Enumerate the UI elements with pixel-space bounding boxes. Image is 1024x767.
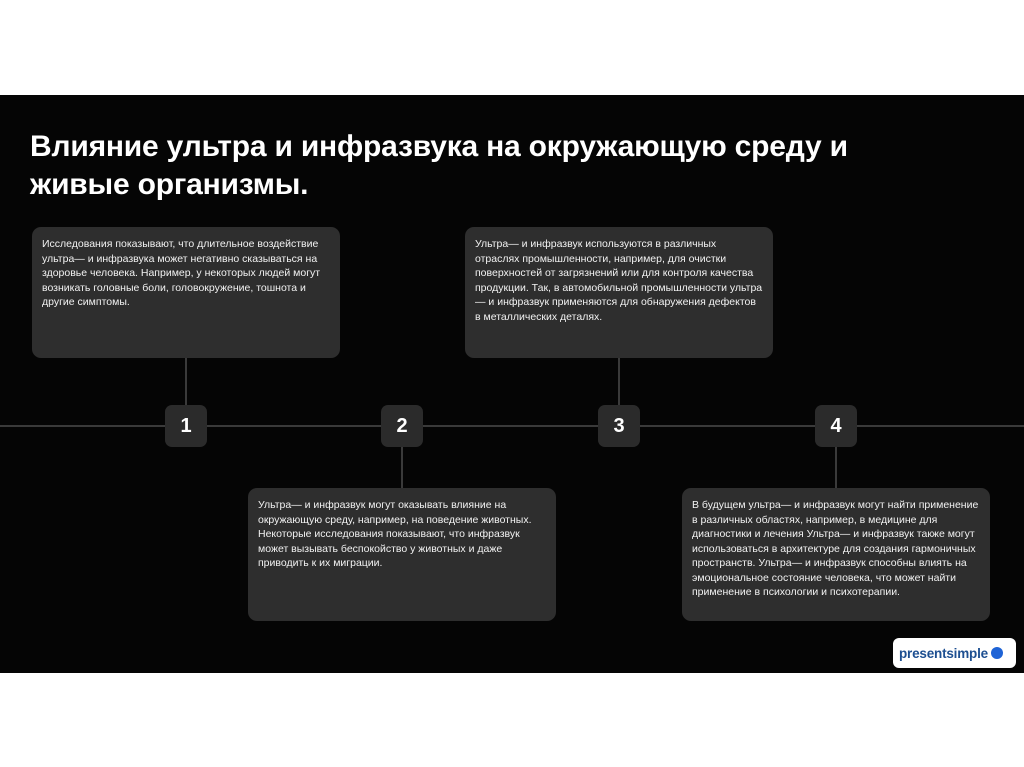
connector-4	[835, 446, 837, 488]
timeline-marker-4: 4	[815, 405, 857, 447]
circle-dot-icon	[991, 647, 1003, 659]
slide-title: Влияние ультра и инфразвука на окружающую среду и живые организмы.	[30, 130, 848, 201]
presentsimple-logo[interactable]	[893, 638, 1016, 668]
timeline-line	[0, 425, 1024, 427]
card-2: Ультра— и инфразвук могут оказывать влияние на окружающую среду, например, на поведение животных. Некоторые исследования показывают, что инфразвук может вызывать беспокойство у животных и даже приводить к их миграции.	[248, 488, 556, 621]
logo-text: presentsimple	[899, 645, 988, 661]
connector-1	[185, 358, 187, 405]
card-3: Ультра— и инфразвук используются в различных отраслях промышленности, например, для очистки поверхностей от загрязнений или для контроля качества продукции. Так, в автомобильной промышленности ультра— и инфразвук применяются для обнаружения дефектов в металлических деталях.	[465, 227, 773, 358]
timeline-marker-3: 3	[598, 405, 640, 447]
slide	[0, 95, 1024, 673]
timeline-marker-2: 2	[381, 405, 423, 447]
card-4: В будущем ультра— и инфразвук могут найти применение в различных областях, например, в медицине для диагностики и лечения Ультра— и инфразвук также могут использоваться в архитектуре для создания гармоничных пространств. Ультра— и инфразвук способны влиять на эмоциональное состояние человека, что может найти применение в психологии и психотерапии.	[682, 488, 990, 621]
timeline-marker-1: 1	[165, 405, 207, 447]
card-1: Исследования показывают, что длительное воздействие ультра— и инфразвука может негативно сказываться на здоровье человека. Например, у некоторых людей могут возникать головные боли, головокружение, тошнота и другие симптомы.	[32, 227, 340, 358]
connector-3	[618, 358, 620, 405]
